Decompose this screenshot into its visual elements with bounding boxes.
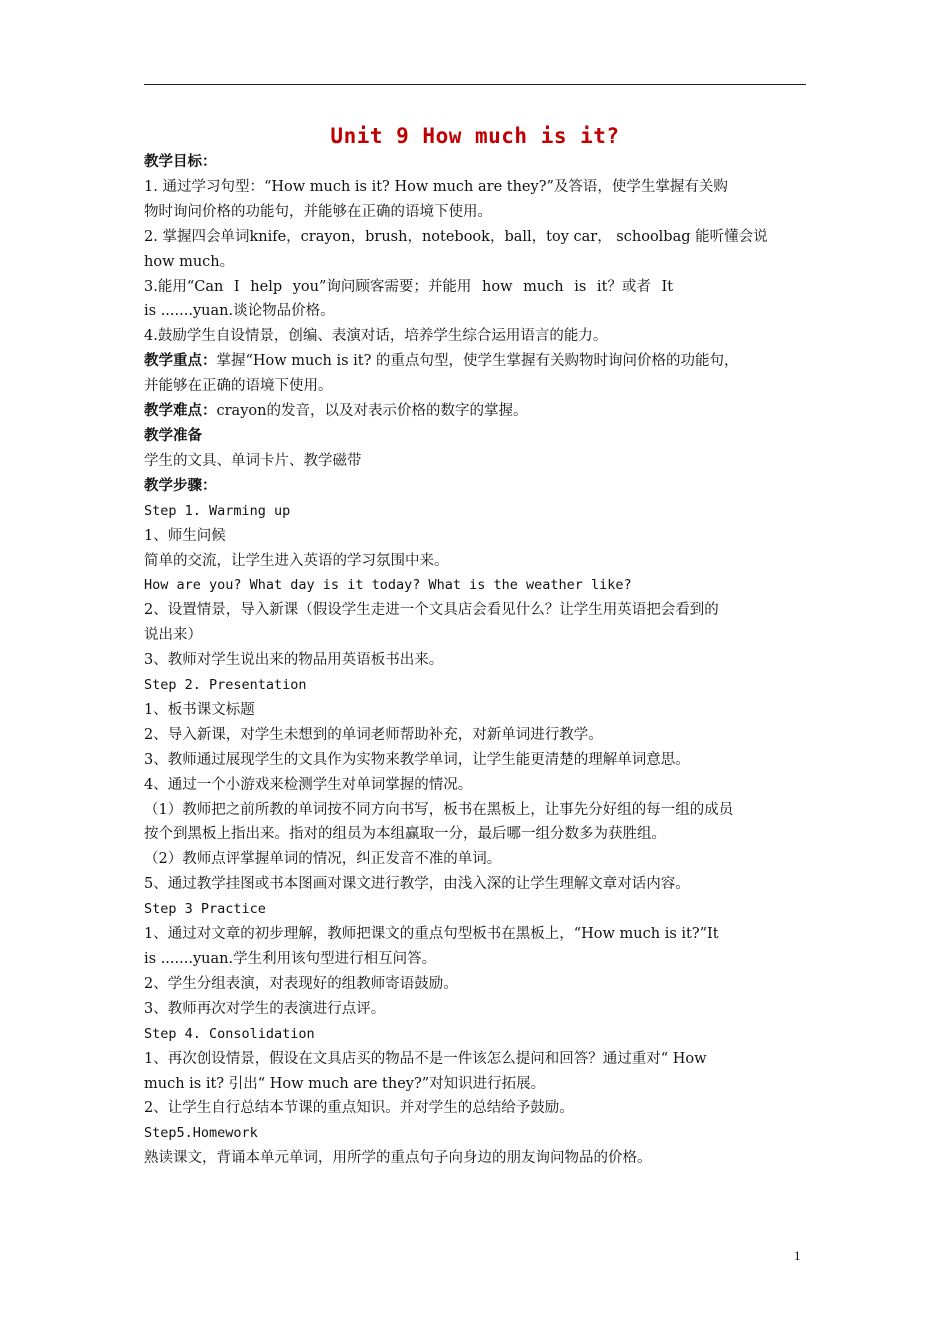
line-step2-item5: 5、通过教学挂图或书本图画对课文进行教学，由浅入深的让学生理解文章对话内容。 [144,876,690,893]
line-step4-heading: Step 4. Consolidation [144,1025,315,1042]
line-step1-item1: 1、师生问候 [144,527,226,544]
line-step2-item4: 4、通过一个小游戏来检测学生对单词掌握的情况。 [144,776,473,793]
line-step2-sub2: （2）教师点评掌握单词的情况，纠正发音不准的单词。 [144,851,502,868]
line-step1-item2a: 2、设置情景，导入新课（假设学生走进一个文具店会看见什么？让学生用英语把会看到的 [144,602,719,619]
line-step3-heading: Step 3 Practice [144,901,266,918]
line-objective-3b: is .......yuan.谈论物品价格。 [144,303,335,320]
page-number: 1 [794,1248,801,1263]
line-objective-1a: 1. 通过学习句型：“How much is it? How much are they?”及答语，使学生掌握有关购 [144,178,728,195]
line-objective-2a: 2. 掌握四会单词knife，crayon，brush，notebook，ball，toy car， schoolbag 能听懂会说 [144,228,768,245]
line-step3-item3: 3、教师再次对学生的表演进行点评。 [144,1000,386,1017]
line-step1-greetings: How are you? What day is it today? What is the weather like? [144,577,632,594]
line-step1-item1-detail: 简单的交流，让学生进入英语的学习氛围中来。 [144,552,449,569]
line-objective-4: 4.鼓励学生自设情景，创编、表演对话，培养学生综合运用语言的能力。 [144,328,608,345]
line-step3-item1a: 1、通过对文章的初步理解，教师把课文的重点句型板书在黑板上，“How much is it?”It [144,926,719,943]
line-preparation-heading: 教学准备 [144,427,202,444]
line-difficulties: 教学难点：crayon的发音，以及对表示价格的数字的掌握。 [144,403,528,420]
page-title: Unit 9 How much is it? [330,124,620,148]
line-objectives-heading: 教学目标： [144,154,217,170]
line-step1-item2b: 说出来） [144,627,202,644]
line-step1-heading: Step 1. Warming up [144,502,291,519]
line-objective-2b: how much。 [144,253,235,270]
line-homework: 熟读课文，背诵本单元单词，用所学的重点句子向身边的朋友询问物品的价格。 [144,1150,652,1167]
line-step3-item2: 2、学生分组表演，对表现好的组教师寄语鼓励。 [144,975,458,992]
header-rule [144,84,806,85]
line-objective-3a: 3.能用“Can I help you”询问顾客需要；并能用 how much is it？或者 It [144,278,674,295]
line-key-points-a: 教学重点：掌握“How much is it? 的重点句型，使学生掌握有关购物时询问价格的功能句， [144,353,739,370]
line-key-points-b: 并能够在正确的语境下使用。 [144,378,333,395]
line-steps-heading: 教学步骤： [144,477,217,494]
line-preparation: 学生的文具、单词卡片、教学磁带 [144,452,362,469]
line-step2-heading: Step 2. Presentation [144,677,307,694]
line-step2-sub1a: （1）教师把之前所教的单词按不同方向书写，板书在黑板上，让事先分好组的每一组的成员 [144,801,734,818]
line-step1-item3: 3、教师对学生说出来的物品用英语板书出来。 [144,652,444,669]
document-body [144,150,812,1171]
line-step2-item2: 2、导入新课，对学生未想到的单词老师帮助补充，对新单词进行教学。 [144,726,603,743]
line-step4-item2: 2、让学生自行总结本节课的重点知识。并对学生的总结给予鼓励。 [144,1100,574,1117]
line-step4-item1a: 1、再次创设情景，假设在文具店买的物品不是一件该怎么提问和回答？通过重对“ How [144,1050,707,1067]
line-step2-sub1b: 按个到黑板上指出来。指对的组员为本组赢取一分，最后哪一组分数多为获胜组。 [144,826,666,843]
line-step4-item1b: much is it? 引出“ How much are they?”对知识进行拓展。 [144,1075,546,1092]
line-step3-item1b: is .......yuan.学生利用该句型进行相互问答。 [144,951,437,967]
line-step2-item3: 3、教师通过展现学生的文具作为实物来教学单词，让学生能更清楚的理解单词意思。 [144,751,690,768]
line-step2-item1: 1、板书课文标题 [144,701,255,718]
line-step5-heading: Step5.Homework [144,1125,258,1142]
line-objective-1b: 物时询问价格的功能句，并能够在正确的语境下使用。 [144,203,492,220]
